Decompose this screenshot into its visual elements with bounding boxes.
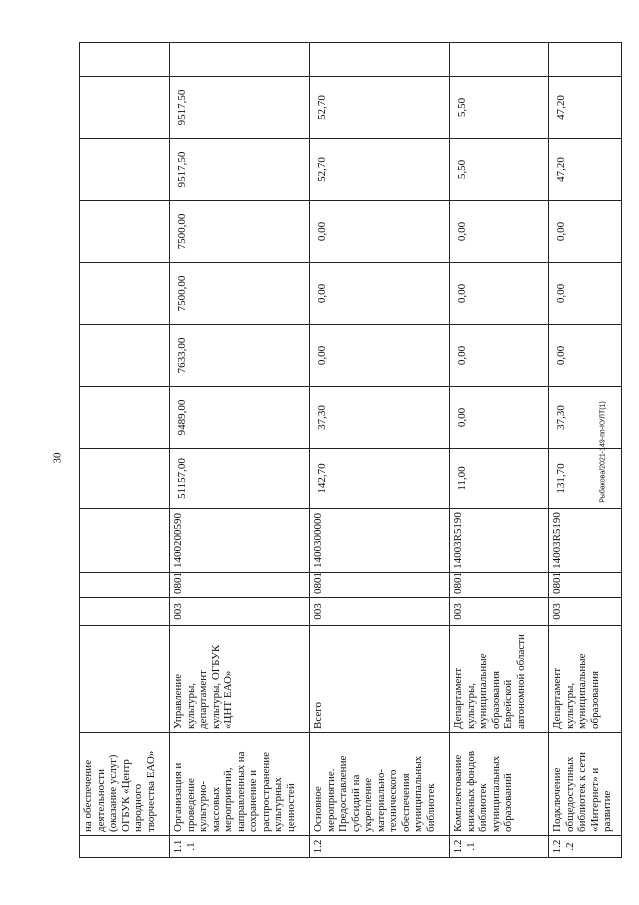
measure-name: Организация и проведение культурно-массовых мероприятий, направленных на сохранение и распространение культурных ценностей <box>170 733 310 836</box>
funding-value: 52,70 <box>310 139 450 201</box>
funding-value <box>170 43 310 77</box>
funding-value <box>450 43 549 77</box>
funding-value <box>80 201 170 263</box>
funding-value: 47,20 <box>549 139 622 201</box>
funding-value: 0,00 <box>450 263 549 325</box>
target-article-code: 14003R5190 <box>450 509 549 573</box>
measure-name: на обеспечение деятельности (оказание услуг) ОГБУК «Центр народного творчества ЕАО» <box>80 733 170 836</box>
row-number: 1.1 .1 <box>170 836 310 858</box>
funding-value: 9517,50 <box>170 77 310 139</box>
funding-value: 7500,00 <box>170 263 310 325</box>
funding-value: 0,00 <box>549 325 622 387</box>
funding-value <box>80 139 170 201</box>
funding-value: 37,30 <box>310 387 450 449</box>
funding-value: 0,00 <box>450 201 549 263</box>
table-row <box>549 43 622 858</box>
funding-value: 7633,00 <box>170 325 310 387</box>
funding-value: 11,00 <box>450 449 549 509</box>
funding-value: 52,70 <box>310 77 450 139</box>
funding-value: 47,20 <box>549 77 622 139</box>
grbs-code <box>80 598 170 626</box>
section-code: 0801 <box>170 573 310 598</box>
section-code: 0801 <box>549 573 622 598</box>
table-row <box>80 43 170 858</box>
funding-value <box>80 325 170 387</box>
section-code <box>80 573 170 598</box>
grbs-code: 003 <box>170 598 310 626</box>
target-article-code: 14003R5190 <box>549 509 622 573</box>
funding-value <box>80 449 170 509</box>
section-code: 0801 <box>450 573 549 598</box>
target-article-code <box>80 509 170 573</box>
funding-value: 0,00 <box>450 387 549 449</box>
measure-name: Комплектование книжных фондов библиотек муниципальных образований <box>450 733 549 836</box>
target-article-code: 1400200590 <box>170 509 310 573</box>
table-row <box>310 43 450 858</box>
row-number <box>80 836 170 858</box>
table-row <box>170 43 310 858</box>
funding-value: 37,30 <box>549 387 622 449</box>
funding-value <box>80 77 170 139</box>
funding-value: 0,00 <box>310 263 450 325</box>
funding-value: 0,00 <box>310 201 450 263</box>
funding-value: 0,00 <box>310 325 450 387</box>
funding-value: 0,00 <box>450 325 549 387</box>
document-code: Рыбакова/2021-149-пп-КУЛТ(1) <box>599 401 607 503</box>
table-row <box>450 43 549 858</box>
executor <box>80 626 170 733</box>
executor: Департамент культуры, муниципальные образования Еврейской автономной области <box>450 626 549 733</box>
funding-value: 131,70 <box>549 449 622 509</box>
funding-value: 9517,50 <box>170 139 310 201</box>
rotated-table-container <box>79 43 622 858</box>
grbs-code: 003 <box>549 598 622 626</box>
executor: Департамент культуры, муниципальные образования <box>549 626 622 733</box>
grbs-code: 003 <box>310 598 450 626</box>
row-number: 1.2 .1 <box>450 836 549 858</box>
section-code: 0801 <box>310 573 450 598</box>
grbs-code: 003 <box>450 598 549 626</box>
measure-name: Основное мероприятие. Предоставление субсидий на укрепление материально-технического обеспечения муниципальных библиотек <box>310 733 450 836</box>
executor: Всего <box>310 626 450 733</box>
funding-value <box>80 387 170 449</box>
funding-value: 5,50 <box>450 77 549 139</box>
page-number: 30 <box>51 452 64 464</box>
funding-value <box>310 43 450 77</box>
target-article-code: 1400300000 <box>310 509 450 573</box>
funding-value: 7500,00 <box>170 201 310 263</box>
funding-value: 142,70 <box>310 449 450 509</box>
funding-value <box>549 43 622 77</box>
funding-value <box>80 43 170 77</box>
row-number: 1.2 .2 <box>549 836 622 858</box>
funding-value <box>80 263 170 325</box>
funding-value: 5,50 <box>450 139 549 201</box>
funding-value: 0,00 <box>549 263 622 325</box>
budget-table <box>79 42 622 858</box>
funding-value: 9489,00 <box>170 387 310 449</box>
measure-name: Подключение общедоступных библиотек к сети «Интернет» и развитие <box>549 733 622 836</box>
funding-value: 0,00 <box>549 201 622 263</box>
row-number: 1.2 <box>310 836 450 858</box>
executor: Управление культуры, департамент культуры, ОГБУК «ЦНТ ЕАО» <box>170 626 310 733</box>
funding-value: 51157,00 <box>170 449 310 509</box>
